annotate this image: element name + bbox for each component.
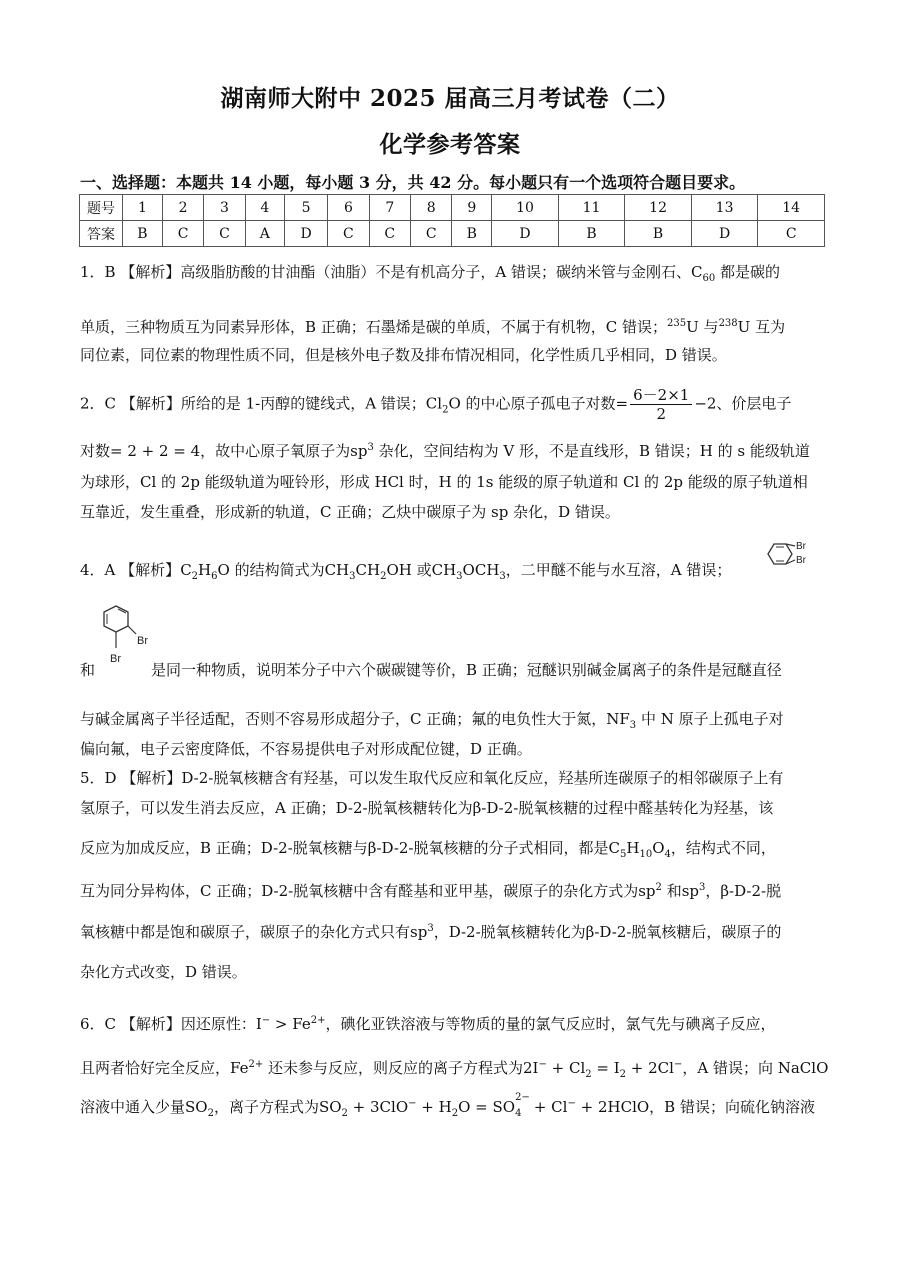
br-label: Br: [137, 635, 148, 647]
answer-table-number-cell: 9: [452, 195, 492, 221]
superscript: −: [408, 1098, 417, 1109]
answer-table-label-answer: 答案: [80, 221, 123, 247]
q6-line-3: [80, 1092, 815, 1119]
superscript: 3: [699, 882, 706, 893]
answer-table-number-cell: 14: [758, 195, 825, 221]
answer-table-number-cell: 4: [245, 195, 284, 221]
q5-line-4: [80, 881, 781, 901]
q5-tag: 【解析】: [121, 769, 182, 787]
text-fragment: + 2Cl: [626, 1059, 674, 1077]
superscript: −: [567, 1098, 576, 1109]
text-fragment: H: [626, 839, 640, 857]
q5-line-3: [80, 838, 776, 858]
answer-table-number-cell: 3: [204, 195, 245, 221]
text-fragment: + H: [416, 1098, 452, 1116]
text-fragment: + 3ClO: [347, 1098, 409, 1116]
superscript: 3: [427, 923, 434, 934]
text-fragment: ，二甲醚不能与水互溶，A 错误；: [505, 561, 732, 579]
subscript: 3: [629, 720, 637, 731]
subscript: 2: [619, 1069, 627, 1080]
text-fragment: 中 N 原子上孤电子对: [636, 710, 784, 728]
answer-table-label-number: 题号: [80, 195, 123, 221]
q1-line-3: 同位素，同位素的物理性质不同，但是核外电子数及排布情况相同，化学性质几乎相同，D 错误。: [80, 346, 727, 364]
answer-table-number-cell: 8: [410, 195, 451, 221]
subscript: 2: [380, 571, 387, 582]
q5-line-6: 杂化方式改变，D 错误。: [80, 963, 247, 981]
subscript: 60: [702, 273, 716, 284]
q4-tag: 【解析】: [120, 561, 181, 579]
answer-table-answer-cell: C: [162, 221, 203, 247]
text-fragment: = I: [591, 1059, 620, 1077]
q4-line-4: 偏向氟，电子云密度降低，不容易提供电子对形成配位键，D 正确。: [80, 740, 532, 758]
q5-line-5: [80, 922, 781, 942]
text-fragment: −2、价层电子: [694, 394, 792, 413]
text-fragment: 2− 4: [515, 1092, 530, 1119]
answer-table-answer-cell: D: [284, 221, 327, 247]
answer-table-answer-cell: B: [452, 221, 492, 247]
q6-line-1: [80, 1014, 776, 1034]
subscript: 2: [207, 1108, 214, 1119]
superscript: 238: [718, 318, 738, 329]
text-fragment: ，离子方程式为SO: [213, 1098, 342, 1116]
answer-table-number-cell: 12: [625, 195, 692, 221]
text-fragment: > Fe: [270, 1015, 311, 1033]
subscript: 2: [585, 1069, 592, 1080]
text-fragment: U 与: [686, 318, 719, 336]
superscript: 3: [367, 442, 374, 453]
q5-line-2: 氢原子，可以发生消去反应，A 正确；D-2-脱氧核糖转化为β-D-2-脱氧核糖的过程中醛基转化为羟基，该: [80, 799, 774, 817]
text-fragment: ，β-D-2-脱: [705, 882, 782, 900]
subscript: 3: [349, 571, 356, 582]
text-fragment: 都是碳的: [715, 263, 780, 281]
text-fragment: 6－2×1: [630, 386, 692, 405]
subscript: 2: [341, 1108, 348, 1119]
text-fragment: OH 或CH: [386, 561, 457, 579]
answer-table: [79, 194, 825, 247]
text-fragment: U 互为: [737, 318, 786, 336]
text-fragment: 还未参与反应，则反应的离子方程式为2I: [263, 1059, 539, 1077]
q5-line-1: [80, 768, 783, 788]
superscript: −: [673, 1059, 683, 1070]
page-subtitle: 化学参考答案: [379, 131, 521, 158]
subscript: 2: [451, 1108, 459, 1119]
text-fragment: H: [198, 561, 212, 579]
answer-table-answer-cell: D: [492, 221, 559, 247]
subscript: 3: [499, 571, 506, 582]
superscript: 2: [655, 882, 662, 893]
q4-number: 4．A: [80, 561, 116, 579]
q2-line-4: 互靠近，发生重叠，形成新的轨道，C 正确；乙炔中碳原子为 sp 杂化，D 错误。: [80, 503, 620, 521]
answer-table-answer-cell: C: [410, 221, 451, 247]
answer-table-number-cell: 13: [691, 195, 758, 221]
q6-tag: 【解析】: [120, 1015, 181, 1033]
q2-line-2: [80, 441, 810, 461]
q4-line-2: [80, 660, 782, 680]
text-fragment: ，结构式不同，: [670, 839, 776, 857]
text-fragment: 单质，三种物质互为同素异形体，B 正确；石墨烯是碳的单质，不属于有机物，C 错误；: [80, 318, 668, 336]
text-fragment: OCH: [462, 561, 500, 579]
answer-table-answer-cell: A: [245, 221, 284, 247]
text-fragment: O 的中心原子孤电子对数=: [448, 394, 629, 413]
answer-table-answer-cell: B: [625, 221, 692, 247]
subscript: 2: [191, 571, 199, 582]
subscript: 10: [639, 849, 653, 860]
answer-table-number-cell: 5: [284, 195, 327, 221]
superscript: −: [261, 1015, 271, 1026]
answer-table-number-cell: 6: [328, 195, 369, 221]
text-fragment: 且两者恰好完全反应，Fe: [80, 1059, 249, 1077]
text-fragment: 杂化，空间结构为 V 形，不是直线形，B 错误；H 的 s 能级轨道: [373, 442, 810, 460]
answer-table-row-numbers: [80, 195, 825, 221]
text-fragment: + Cl: [529, 1098, 568, 1116]
page-title: 湖南师大附中 2025 届高三月考试卷（二）: [220, 85, 680, 112]
subscript: 3: [456, 571, 463, 582]
answer-table-number-cell: 11: [558, 195, 625, 221]
text-fragment: 对数= 2 + 2 = 4，故中心原子氧原子为sp: [80, 442, 368, 460]
text-fragment: 与碱金属离子半径适配，否则不容易形成超分子，C 正确；氟的电负性大于氮，NF: [80, 710, 630, 728]
subscript: 6: [211, 571, 218, 582]
text-fragment: ，D-2-脱氧核糖转化为β-D-2-脱氧核糖后，碳原子的: [433, 923, 782, 941]
q2-line-3: 为球形，Cl 的 2p 能级轨道为哑铃形，形成 HCl 时，H 的 1s 能级的原子轨道和 Cl 的 2p 能级的原子轨道相: [80, 473, 808, 491]
q4-line-3: [80, 709, 784, 729]
answer-table-answer-cell: C: [328, 221, 369, 247]
answer-table-answer-cell: B: [558, 221, 625, 247]
subscript: 4: [664, 849, 671, 860]
text-fragment: ，A 错误；向 NaClO: [682, 1059, 829, 1077]
q5-number: 5．D: [80, 769, 117, 787]
q6-line-2: [80, 1058, 828, 1078]
text-fragment: + Cl: [546, 1059, 586, 1077]
superscript: 2+: [310, 1015, 326, 1026]
q2-number: 2．C: [80, 394, 117, 413]
text-fragment: 2: [656, 405, 666, 423]
text-fragment: 互为同分异构体，C 正确；D-2-脱氧核糖中含有醛基和亚甲基，碳原子的杂化方式为sp: [80, 882, 656, 900]
answer-table-number-cell: 7: [369, 195, 410, 221]
text-fragment: O = SO: [458, 1098, 516, 1116]
q4-line-1: [80, 560, 731, 580]
answer-table-number-cell: 2: [162, 195, 203, 221]
answer-table-answer-cell: C: [204, 221, 245, 247]
br-label: Br: [796, 541, 806, 552]
answer-table-number-cell: 10: [492, 195, 559, 221]
text-fragment: O 的结构简式为CH: [217, 561, 350, 579]
answer-table-answer-cell: C: [369, 221, 410, 247]
text-fragment: 因还原性：I: [180, 1015, 262, 1033]
q2-tag: 【解析】: [120, 394, 181, 413]
text-fragment: 高级脂肪酸的甘油酯（油脂）不是有机高分子，A 错误；碳纳米管与金刚石、C: [180, 263, 703, 281]
text-fragment: ，碘化亚铁溶液与等物质的量的氯气反应时，氯气先与碘离子反应，: [325, 1015, 776, 1033]
dibromobenzene-structure-1: [762, 536, 822, 572]
subscript: 2: [442, 404, 449, 416]
text-fragment: 氧核糖中都是饱和碳原子，碳原子的杂化方式只有sp: [80, 923, 428, 941]
subscript: 5: [619, 849, 627, 860]
text-fragment: CH: [355, 561, 381, 579]
text-fragment: O: [652, 839, 665, 857]
q6-number: 6．C: [80, 1015, 117, 1033]
q2-fraction: [630, 386, 692, 423]
text-fragment: C: [180, 561, 192, 579]
q1-tag: 【解析】: [120, 263, 181, 281]
text-fragment: + 2HClO，B 错误；向硫化钠溶液: [575, 1098, 815, 1116]
br-label: Br: [796, 555, 806, 566]
text-fragment: D-2-脱氧核糖含有羟基，可以发生取代反应和氧化反应，羟基所连碳原子的相邻碳原子上有: [181, 769, 784, 787]
answer-table-answer-cell: C: [758, 221, 825, 247]
answer-table-number-cell: 1: [123, 195, 163, 221]
text-fragment: 所给的是 1-丙醇的键线式，A 错误；Cl: [180, 394, 443, 413]
superscript: 235: [667, 318, 687, 329]
q1-line-2: [80, 317, 785, 337]
section-heading: 一、选择题：本题共 14 小题，每小题 3 分，共 42 分。每小题只有一个选项符合题目要求。: [80, 173, 746, 192]
text-fragment: 和: [80, 661, 96, 679]
q1-line-1: [80, 262, 780, 282]
br-label: Br: [110, 653, 121, 665]
answer-table-row-answers: [80, 221, 825, 247]
q2-line-1: [80, 386, 791, 423]
q1-number: 1．B: [80, 263, 116, 281]
text-fragment: 是同一种物质，说明苯分子中六个碳碳键等价，B 正确；冠醚识别碱金属离子的条件是冠醚直径: [151, 661, 782, 679]
superscript: −: [538, 1059, 547, 1070]
superscript: 2+: [248, 1059, 264, 1070]
text-fragment: 反应为加成反应，B 正确；D-2-脱氧核糖与β-D-2-脱氧核糖的分子式相同，都是C: [80, 839, 620, 857]
text-fragment: 和sp: [661, 882, 699, 900]
answer-table-answer-cell: D: [691, 221, 758, 247]
text-fragment: 溶液中通入少量SO: [80, 1098, 208, 1116]
answer-table-answer-cell: B: [123, 221, 163, 247]
